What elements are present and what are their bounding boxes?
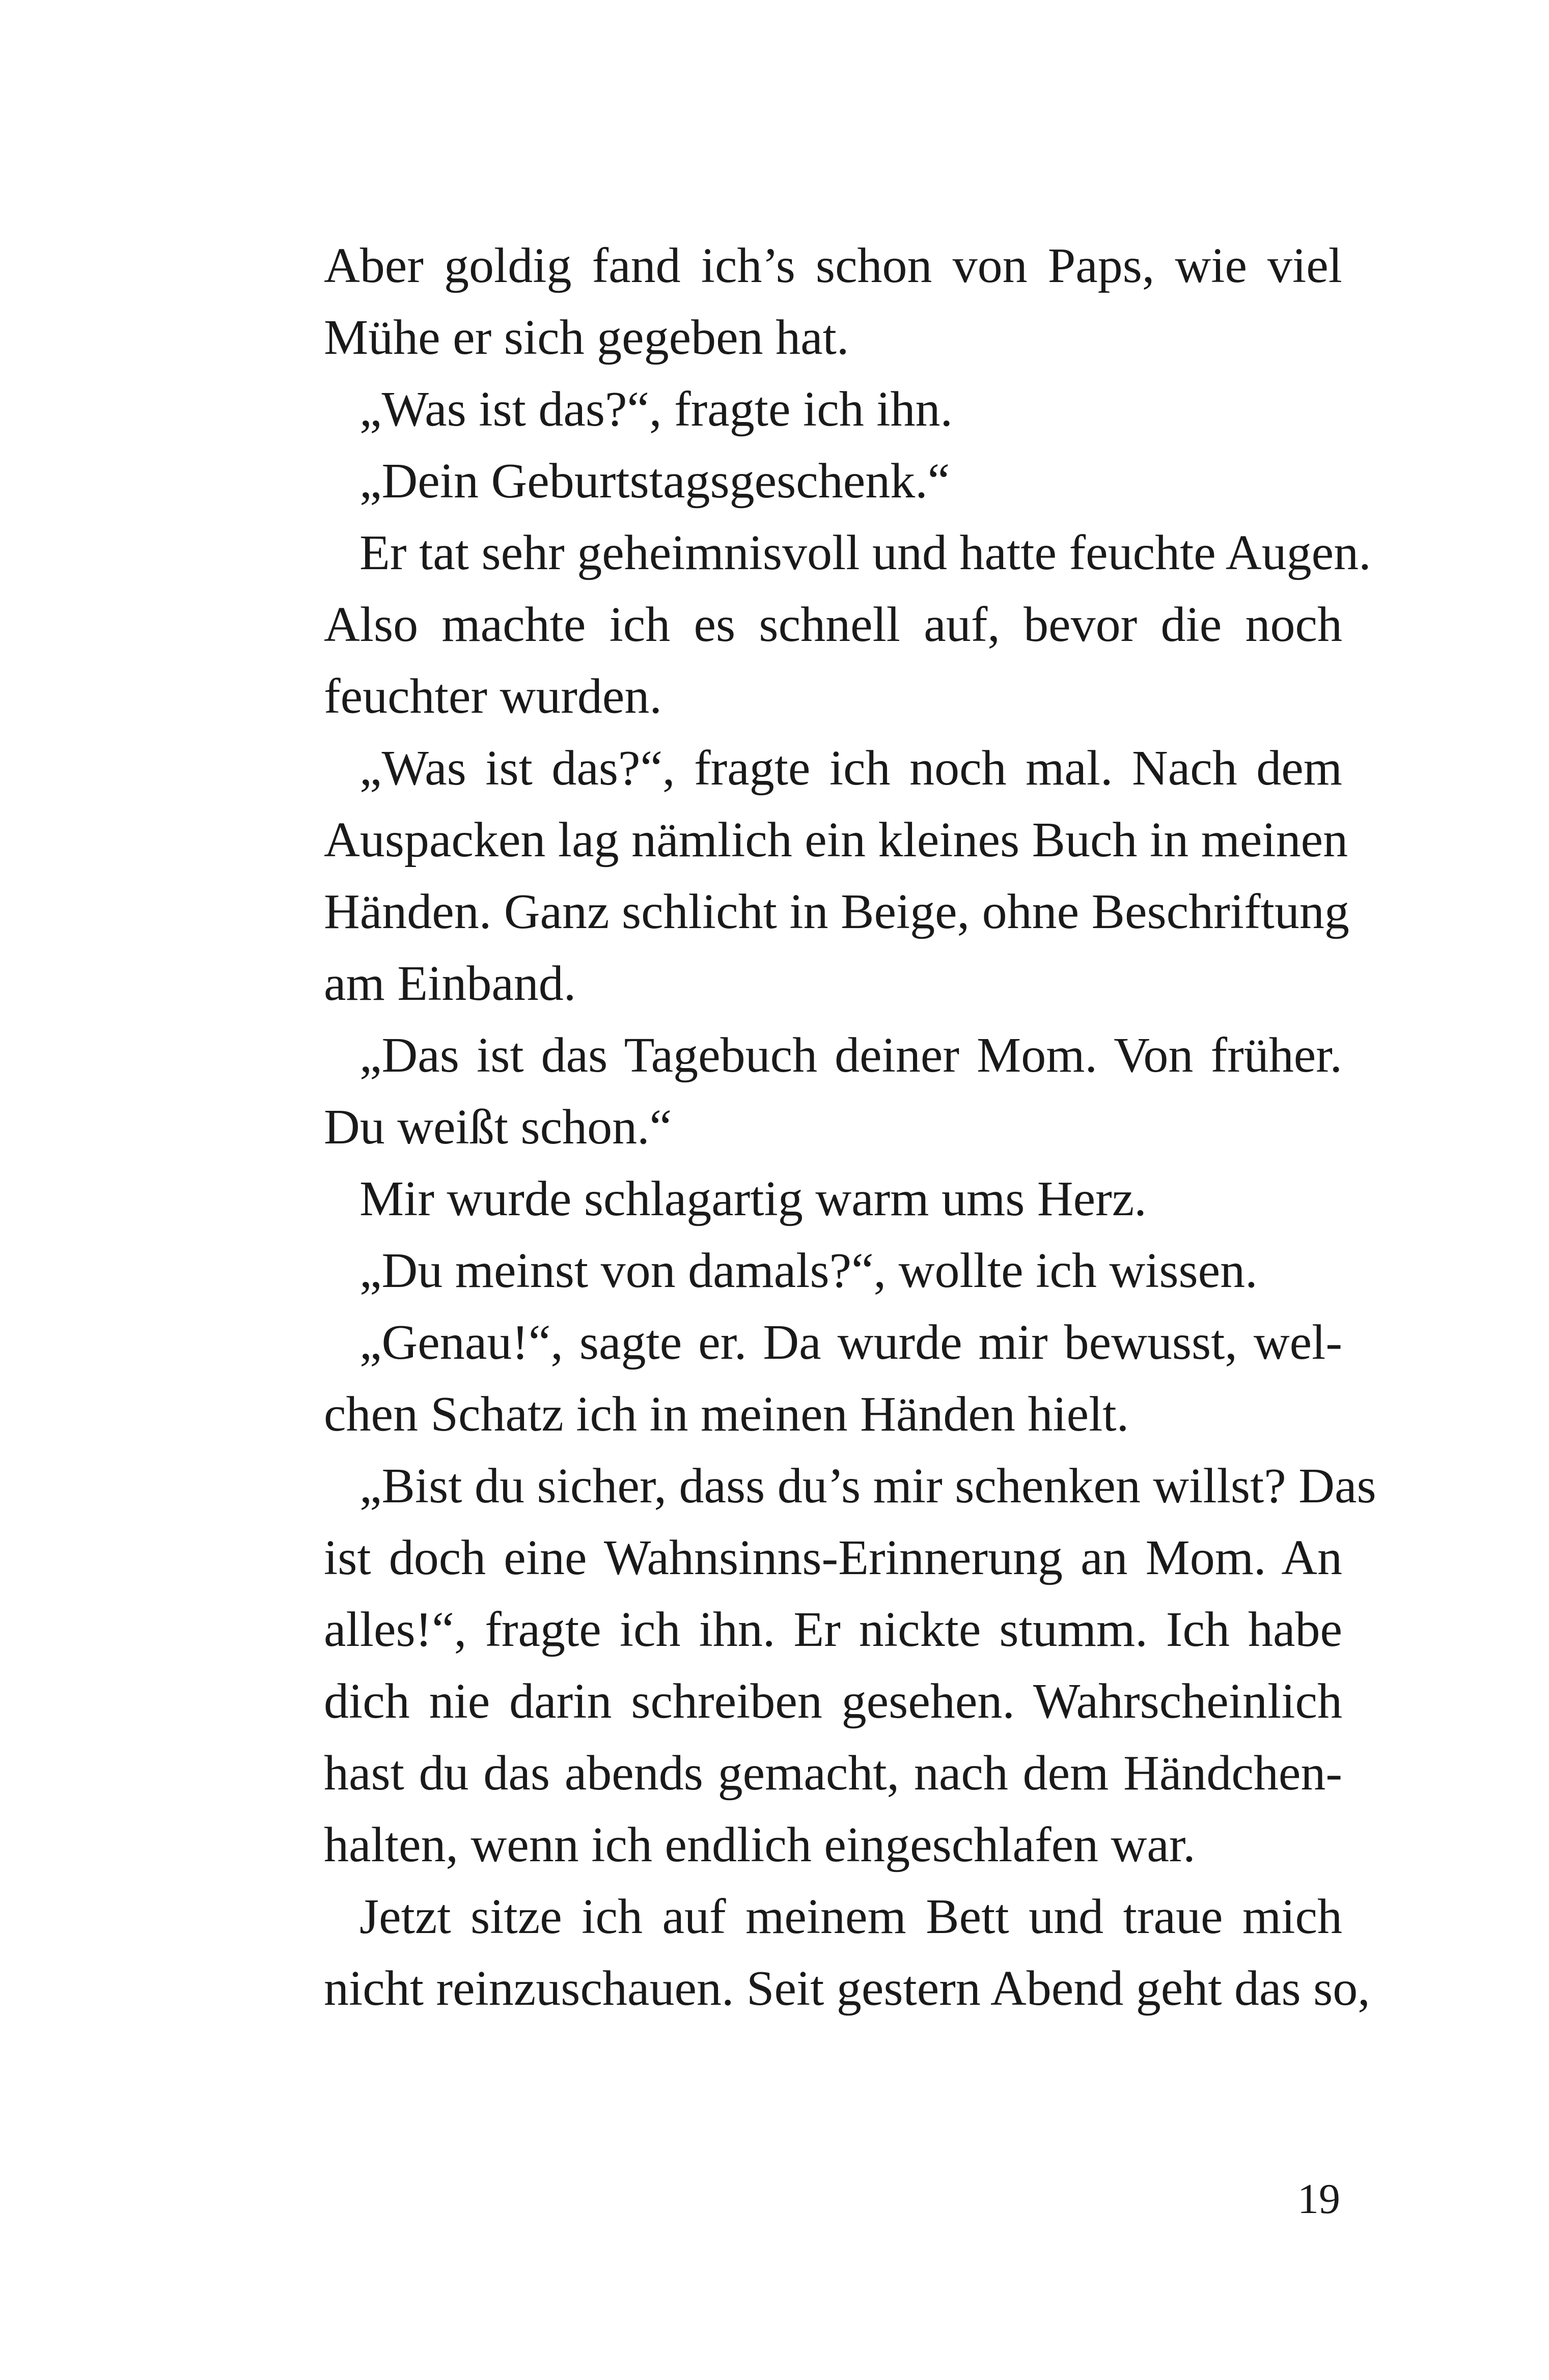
- text-line: „Genau!“, sagte er. Da wurde mir bewusst, wel-: [359, 1315, 1342, 1370]
- text-line: nicht reinzuschauen. Seit gestern Abend geht das so,: [324, 1961, 1370, 2016]
- text-line: Du weißt schon.“: [324, 1100, 672, 1155]
- body-text: [324, 230, 1376, 2025]
- text-line: hast du das abends gemacht, nach dem Händchen-: [324, 1746, 1342, 1801]
- text-line: alles!“, fragte ich ihn. Er nickte stumm. Ich habe: [324, 1602, 1342, 1657]
- page-number: 19: [1297, 2175, 1340, 2223]
- text-line: „Du meinst von damals?“, wollte ich wissen.: [359, 1243, 1258, 1298]
- text-line: „Was ist das?“, fragte ich ihn.: [359, 382, 953, 437]
- text-line: „Bist du sicher, dass du’s mir schenken willst? Das: [359, 1459, 1376, 1514]
- text-line: „Das ist das Tagebuch deiner Mom. Von früher.: [359, 1028, 1342, 1083]
- text-line: Mühe er sich gegeben hat.: [324, 310, 849, 365]
- text-line: „Dein Geburtstagsgeschenk.“: [359, 454, 950, 509]
- text-line: Mir wurde schlagartig warm ums Herz.: [359, 1171, 1147, 1226]
- text-line: Er tat sehr geheimnisvoll und hatte feuchte Augen.: [359, 525, 1371, 580]
- text-line: Händen. Ganz schlicht in Beige, ohne Beschriftung: [324, 884, 1349, 939]
- text-line: Aber goldig fand ich’s schon von Paps, wie viel: [324, 238, 1342, 293]
- text-line: Also machte ich es schnell auf, bevor die noch: [324, 597, 1342, 652]
- text-line: am Einband.: [324, 956, 576, 1011]
- text-line: Jetzt sitze ich auf meinem Bett und traue mich: [359, 1889, 1342, 1944]
- text-line: „Was ist das?“, fragte ich noch mal. Nach dem: [359, 741, 1342, 796]
- text-line: chen Schatz ich in meinen Händen hielt.: [324, 1387, 1129, 1442]
- text-line: Auspacken lag nämlich ein kleines Buch in meinen: [324, 813, 1348, 867]
- text-line: dich nie darin schreiben gesehen. Wahrscheinlich: [324, 1674, 1342, 1729]
- text-line: halten, wenn ich endlich eingeschlafen war.: [324, 1817, 1196, 1872]
- text-line: feuchter wurden.: [324, 669, 662, 724]
- text-line: ist doch eine Wahnsinns-Erinnerung an Mom. An: [324, 1530, 1342, 1585]
